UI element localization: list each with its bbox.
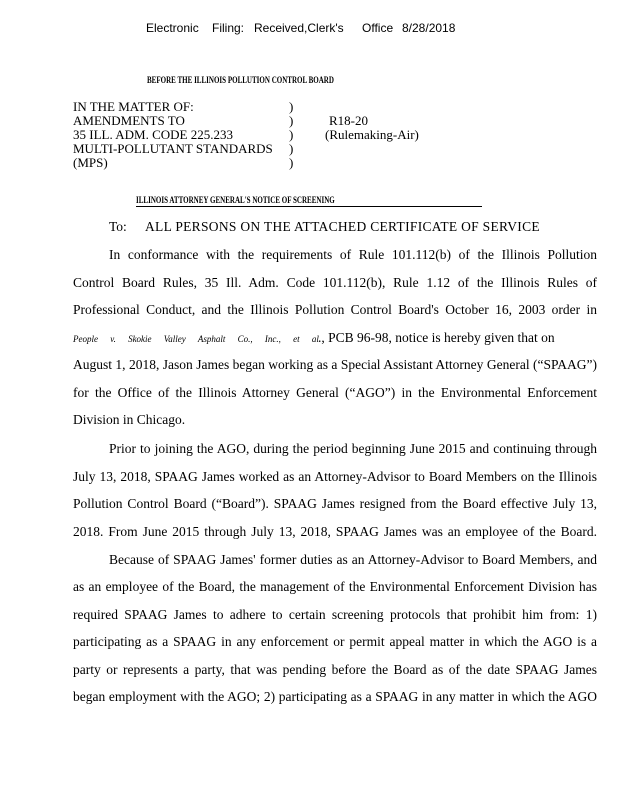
body-line: ., PCB 96-98, notice is hereby given that on: [318, 330, 555, 345]
header-office: Office: [362, 21, 394, 35]
case-number: R18-20: [329, 113, 368, 128]
paren: ): [289, 155, 294, 170]
body-line: required SPAAG James to adhere to certain screening protocols that prohibit him from: 1): [73, 607, 597, 622]
header-filing: Filing:: [212, 21, 245, 35]
body-line: participating as a SPAAG in any enforcement or permit appeal matter in which the AGO is a: [73, 634, 597, 649]
caption-line: 35 ILL. ADM. CODE 225.233: [73, 127, 233, 142]
caption-parens: [289, 100, 293, 170]
caption-line: AMENDMENTS TO: [73, 113, 185, 128]
body-line: for the Office of the Illinois Attorney General (“AGO”) in the Environmental Enforcement: [73, 385, 597, 400]
caption-line: IN THE MATTER OF:: [73, 99, 194, 114]
body-line: August 1, 2018, Jason James began working as a Special Assistant Attorney General (“SPAAG”): [73, 357, 597, 372]
to-label: To:: [109, 219, 127, 234]
body-line: July 13, 2018, SPAAG James worked as an Attorney-Advisor to Board Members on the Illinois: [73, 469, 597, 484]
caption-left: [73, 100, 273, 170]
body-line: 2018. From June 2015 through July 13, 2018, SPAAG James was an employee of the Board.: [73, 524, 597, 539]
board-heading: BEFORE THE ILLINOIS POLLUTION CONTROL BOARD: [147, 75, 334, 85]
case-type: (Rulemaking-Air): [325, 127, 419, 142]
header-electronic: Electronic: [146, 21, 199, 35]
caption-line: MULTI-POLLUTANT STANDARDS: [73, 141, 273, 156]
paren: ): [289, 127, 294, 142]
paren: ): [289, 99, 294, 114]
body-line: began employment with the AGO; 2) participating as a SPAAG in any matter in which the AGO: [73, 689, 597, 704]
header-date: 8/28/2018: [402, 21, 456, 35]
body-line: as an employee of the Board, the management of the Environmental Enforcement Division has: [73, 579, 597, 594]
case-citation-italic: People v. Skokie Valley Asphalt Co., Inc., et al: [73, 334, 319, 344]
header-received: Received,Clerk's: [254, 21, 344, 35]
body-line: party or represents a party, that was pending before the Board as of the date SPAAG James: [73, 662, 597, 677]
body-line: Professional Conduct, and the Illinois Pollution Control Board's October 16, 2003 order in: [73, 302, 597, 317]
title-underline: [136, 206, 482, 207]
body-line: Control Board Rules, 35 Ill. Adm. Code 101.112(b), Rule 1.12 of the Illinois Rules of: [73, 275, 597, 290]
paren: ): [289, 113, 294, 128]
caption-line: (MPS): [73, 155, 108, 170]
body-line: Pollution Control Board (“Board”). SPAAG James resigned from the Board effective July 13,: [73, 496, 597, 511]
body-line: Prior to joining the AGO, during the period beginning June 2015 and continuing through: [109, 441, 597, 456]
notice-title: ILLINOIS ATTORNEY GENERAL'S NOTICE OF SCREENING: [136, 195, 335, 205]
to-value: ALL PERSONS ON THE ATTACHED CERTIFICATE OF SERVICE: [145, 219, 540, 234]
paren: ): [289, 141, 294, 156]
body-line: In conformance with the requirements of Rule 101.112(b) of the Illinois Pollution: [109, 247, 597, 262]
body-line: Division in Chicago.: [73, 412, 186, 427]
body-line: Because of SPAAG James' former duties as an Attorney-Advisor to Board Members, and: [109, 552, 597, 567]
